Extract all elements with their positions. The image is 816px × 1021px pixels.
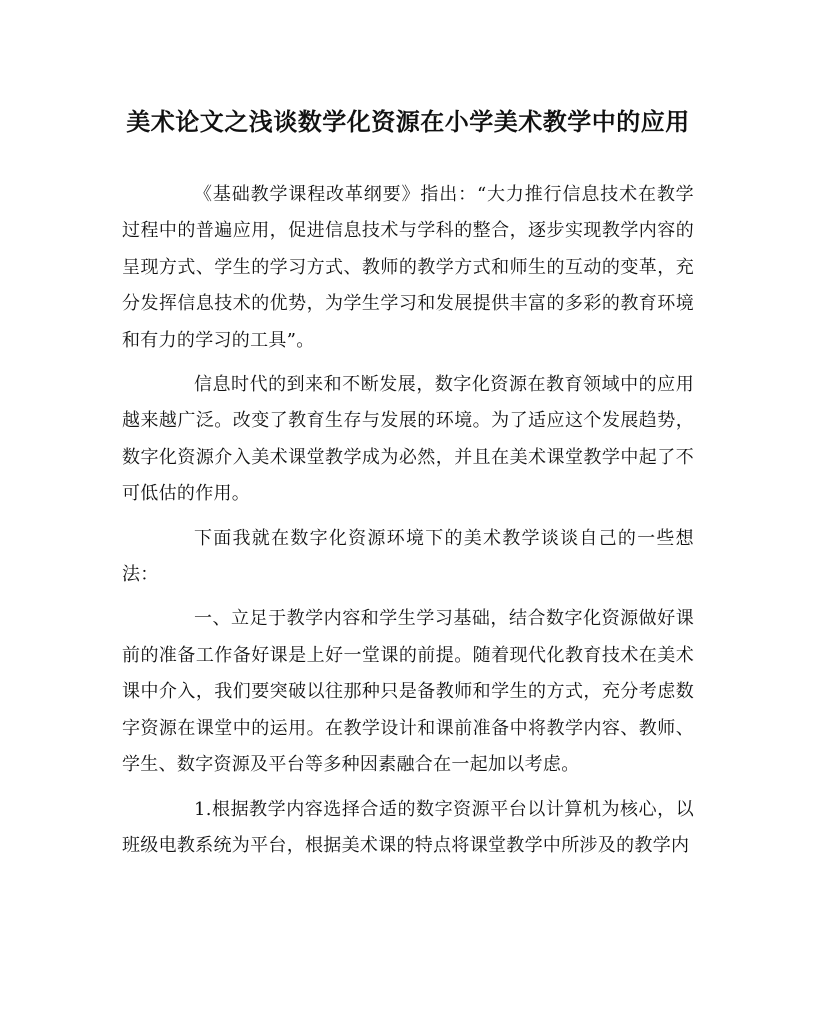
paragraph-spacer <box>122 784 694 792</box>
paragraph-spacer <box>122 513 694 521</box>
paragraph-spacer <box>122 593 694 601</box>
paragraph-spacer <box>122 359 694 367</box>
paragraph-2: 信息时代的到来和不断发展，数字化资源在教育领域中的应用越来越广泛。改变了教育生存与发展的环境。为了适应这个发展趋势，数字化资源介入美术课堂教学成为必然，并且在美术课堂教学中起了不可低估的作用。 <box>122 374 694 505</box>
paragraph-4: 一、立足于教学内容和学生学习基础，结合数字化资源做好课前的准备工作备好课是上好一堂课的前提。随着现代化教育技术在美术课中介入，我们要突破以往那种只是备教师和学生的方式，充分考虑数字资源在课堂中的运用。在教学设计和课前准备中将教学内容、教师、学生、数字资源及平台等多种因素融合在一起加以考虑。 <box>122 608 694 776</box>
paragraph-5: 1.根据教学内容选择合适的数字资源平台以计算机为核心，以班级电教系统为平台，根据美术课的特点将课堂教学中所涉及的教学内 <box>122 798 694 856</box>
paragraph-3: 下面我就在数字化资源环境下的美术教学谈谈自己的一些想法： <box>122 527 694 586</box>
document-title: 美术论文之浅谈数学化资源在小学美术教学中的应用 <box>126 107 690 136</box>
paragraph-1: 《基础教学课程改革纲要》指出：“大力推行信息技术在教学过程中的普遍应用，促进信息技术与学科的整合，逐步实现教学内容的呈现方式、学生的学习方式、教师的教学方式和师生的互动的变革，充分发挥信息技术的优势，为学生学习和发展提供丰富的多彩的教育环境和有力的学习的工具”。 <box>122 184 694 351</box>
document-body <box>122 177 694 864</box>
